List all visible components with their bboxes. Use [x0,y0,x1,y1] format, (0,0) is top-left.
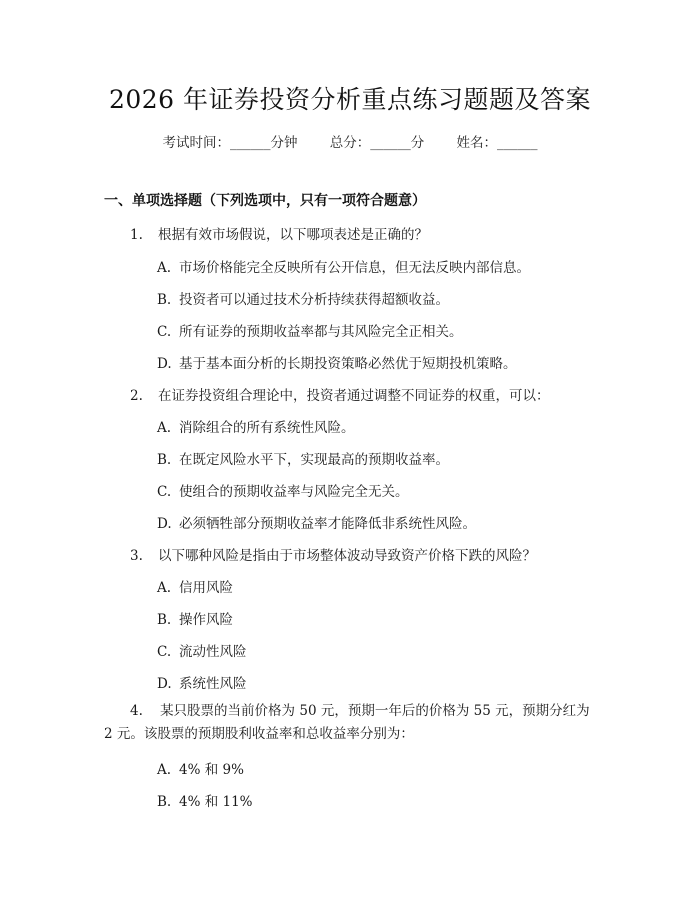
option-letter: A. [157,580,172,596]
option-letter: B. [157,292,172,308]
question-number: 1. [130,227,143,243]
option-letter: D. [157,356,172,372]
option-1d [157,352,517,372]
question-3 [130,544,536,564]
option-letter: A. [157,420,172,436]
option-letter: A. [157,762,172,778]
question-number: 2. [130,388,143,404]
option-text: 市场价格能完全反映所有公开信息，但无法反映内部信息。 [179,260,530,276]
option-text: 基于基本面分析的长期投资策略必然优于短期投机策略。 [179,356,517,372]
option-3a [157,576,233,596]
option-text: 必须牺牲部分预期收益率才能降低非系统性风险。 [179,516,476,532]
option-letter: B. [157,452,172,468]
question-4 [104,700,600,746]
option-text: 流动性风险 [179,644,247,660]
question-1 [130,223,428,243]
option-letter: C. [157,644,172,660]
option-letter: B. [157,794,172,810]
option-2d [157,512,476,532]
option-text: 在既定风险水平下，实现最高的预期收益率。 [179,452,449,468]
option-3c [157,640,247,660]
total-score-field: 总分：______分 [329,135,425,151]
option-text: 系统性风险 [179,676,247,692]
option-text: 4% 和 9% [179,762,244,778]
section-heading: 一、单项选择题（下列选项中，只有一项符合题意） [104,193,426,209]
exam-time-field: 考试时间：______分钟 [162,135,298,151]
exam-info-line [0,131,700,151]
option-letter: D. [157,676,172,692]
option-letter: C. [157,324,172,340]
option-1a [157,256,530,276]
option-2b [157,448,449,468]
option-letter: A. [157,260,172,276]
option-text: 使组合的预期收益率与风险完全无关。 [179,484,409,500]
question-text: 以下哪种风险是指由于市场整体波动导致资产价格下跌的风险？ [158,548,536,564]
option-letter: B. [157,612,172,628]
question-text: 根据有效市场假说，以下哪项表述是正确的？ [158,227,428,243]
option-4a [157,758,244,778]
option-letter: D. [157,516,172,532]
student-name-field: 姓名：______ [456,135,538,151]
option-text: 消除组合的所有系统性风险。 [179,420,355,436]
option-text: 投资者可以通过技术分析持续获得超额收益。 [179,292,449,308]
option-3d [157,672,247,692]
question-text: 某只股票的当前价格为 50 元，预期一年后的价格为 55 元，预期分红为 2 元。该股票的预期股利收益率和总收益率分别为： [104,703,590,742]
document-title: 2026 年证券投资分析重点练习题题及答案 [108,85,592,114]
question-number: 3. [130,548,143,564]
option-text: 所有证券的预期收益率都与其风险完全正相关。 [179,324,463,340]
option-text: 操作风险 [179,612,233,628]
option-text: 4% 和 11% [179,794,253,810]
question-2 [130,384,550,404]
option-letter: C. [157,484,172,500]
question-number: 4. [130,703,143,719]
option-text: 信用风险 [179,580,233,596]
option-2c [157,480,409,500]
option-1b [157,288,449,308]
option-3b [157,608,233,628]
option-4b [157,790,253,810]
option-2a [157,416,355,436]
question-text: 在证券投资组合理论中，投资者通过调整不同证券的权重，可以： [158,388,550,404]
option-1c [157,320,463,340]
